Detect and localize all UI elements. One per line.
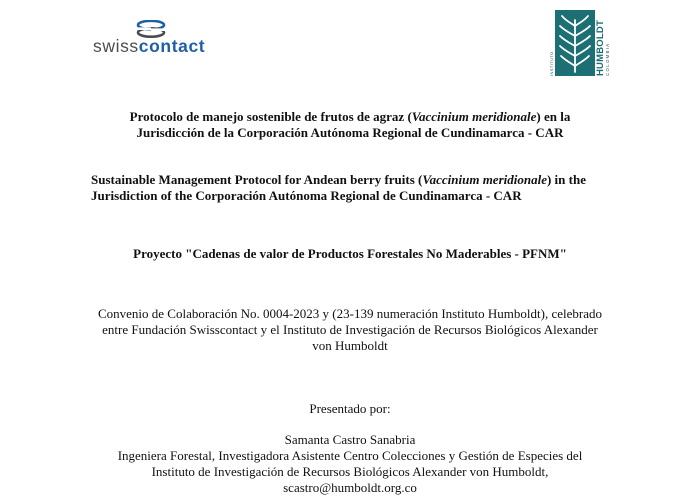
title-english-line1 xyxy=(91,172,611,188)
agreement-line2: entre Fundación Swisscontact y el Instituto de Investigación de Recursos Biológicos Alexander xyxy=(102,322,598,337)
presented-by-label xyxy=(200,401,500,417)
title-english-pre: Sustainable Management Protocol for Andean berry fruits ( xyxy=(91,172,423,187)
title-spanish xyxy=(95,109,605,141)
agreement-line3: von Humboldt xyxy=(312,338,388,353)
swisscontact-wordmark xyxy=(93,36,205,56)
humboldt-logo xyxy=(549,10,611,78)
title-english-species: Vaccinium meridionale xyxy=(422,172,547,187)
wordmark-swiss: swiss xyxy=(93,36,139,56)
title-english xyxy=(91,172,611,204)
author-name: Samanta Castro Sanabria xyxy=(284,432,416,447)
title-spanish-pre: Protocolo de manejo sostenible de frutos de agraz ( xyxy=(129,109,412,124)
presented-by-text: Presentado por: xyxy=(309,401,391,416)
author-role-line2: Instituto de Investigación de Recursos Biológicos Alexander von Humboldt, xyxy=(151,464,549,479)
wordmark-contact: contact xyxy=(138,36,206,56)
humboldt-name-text: HUMBOLDT xyxy=(595,20,606,76)
wheat-emblem-icon xyxy=(555,10,595,76)
swisscontact-logo xyxy=(93,20,217,56)
title-spanish-line1 xyxy=(95,109,605,125)
humboldt-country-text: COLOMBIA xyxy=(605,42,610,76)
title-english-line2: Jurisdiction of the Corporación Autónoma Regional de Cundinamarca - CAR xyxy=(91,188,522,203)
agreement-paragraph xyxy=(80,306,620,354)
author-role-line1: Ingeniera Forestal, Investigadora Asistente Centro Colecciones y Gestión de Especies del xyxy=(117,448,583,463)
project-title-text: Proyecto "Cadenas de valor de Productos Forestales No Maderables - PFNM" xyxy=(133,246,567,261)
humboldt-institute-text: INSTITUTO xyxy=(549,51,554,76)
title-english-post: ) in the xyxy=(546,172,586,187)
title-spanish-species: Vaccinium meridionale xyxy=(411,109,537,124)
title-spanish-line2: Jurisdicción de la Corporación Autónoma Regional de Cundinamarca - CAR xyxy=(136,125,564,140)
author-email: scastro@humboldt.org.co xyxy=(283,480,417,495)
author-block xyxy=(90,432,610,496)
title-spanish-post: ) en la xyxy=(536,109,571,124)
project-title xyxy=(90,246,610,262)
agreement-line1: Convenio de Colaboración No. 0004-2023 y (23-139 numeración Instituto Humboldt), celebrado xyxy=(97,306,602,321)
